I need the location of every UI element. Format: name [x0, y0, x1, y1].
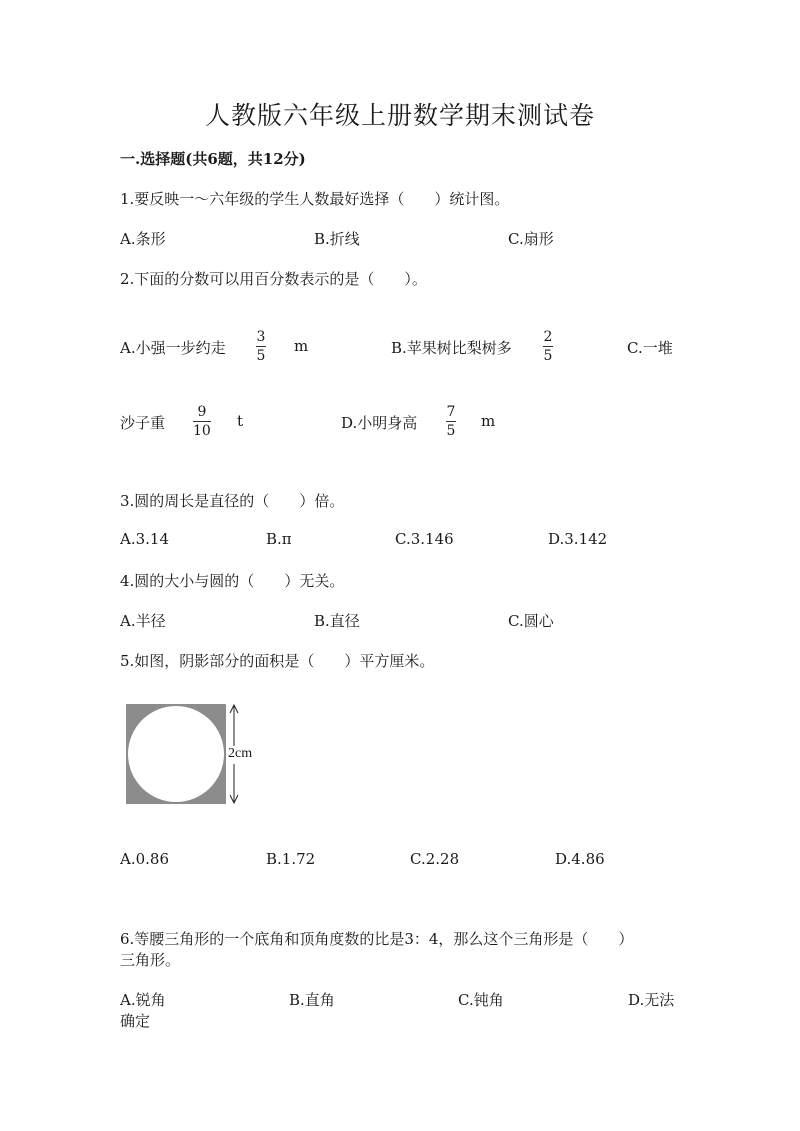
question-6-text-line1: 6.等腰三角形的一个底角和顶角度数的比是3：4，那么这个三角形是（ ） — [120, 930, 634, 948]
question-2-option-c-continued: 沙子重 — [120, 414, 166, 432]
question-2-option-c[interactable]: C.一堆 — [627, 339, 673, 357]
fraction-numerator: 3 — [256, 329, 266, 345]
question-3-option-a[interactable]: A.3.14 — [120, 530, 169, 548]
question-1-option-c[interactable]: C.扇形 — [508, 230, 554, 248]
question-3-option-b[interactable]: B.π — [266, 530, 292, 548]
fraction-2-5 — [543, 329, 553, 364]
question-4-option-a[interactable]: A.半径 — [120, 612, 166, 630]
fraction-bar — [256, 346, 266, 347]
question-2-option-d[interactable]: D.小明身高 — [341, 414, 418, 432]
fraction-numerator: 7 — [446, 404, 456, 420]
question-1-text: 1.要反映一～六年级的学生人数最好选择（ ）统计图。 — [120, 190, 510, 208]
fraction-denominator: 5 — [543, 348, 553, 364]
question-3-option-c[interactable]: C.3.146 — [395, 530, 454, 548]
question-5-text: 5.如图，阴影部分的面积是（ ）平方厘米。 — [120, 652, 435, 670]
question-5-option-b[interactable]: B.1.72 — [266, 850, 316, 868]
question-2-option-a[interactable]: A.小强一步约走 — [120, 339, 226, 357]
fraction-9-10 — [193, 404, 211, 439]
question-5-option-c[interactable]: C.2.28 — [410, 850, 460, 868]
question-4-option-b[interactable]: B.直径 — [314, 612, 360, 630]
question-6-option-c[interactable]: C.钝角 — [458, 991, 504, 1009]
question-2-option-b[interactable]: B.苹果树比梨树多 — [391, 339, 512, 357]
unit-m: m — [481, 412, 496, 430]
section-heading: 一.选择题(共6题，共12分) — [120, 150, 306, 168]
fraction-bar — [543, 346, 553, 347]
question-4-option-c[interactable]: C.圆心 — [508, 612, 554, 630]
page-title: 人教版六年级上册数学期末测试卷 — [204, 101, 595, 130]
question-6-option-d-continued: 确定 — [120, 1012, 151, 1030]
question-6-option-d[interactable]: D.无法 — [628, 991, 675, 1009]
question-6-text-line2: 三角形。 — [120, 951, 181, 969]
question-5-option-d[interactable]: D.4.86 — [555, 850, 605, 868]
fraction-3-5 — [256, 329, 266, 364]
question-2-text: 2.下面的分数可以用百分数表示的是（ ）。 — [120, 270, 427, 288]
unit-m: m — [294, 337, 309, 355]
unit-t: t — [237, 412, 244, 430]
fraction-numerator: 9 — [197, 404, 207, 420]
fraction-denominator: 5 — [446, 423, 456, 439]
question-5-option-a[interactable]: A.0.86 — [120, 850, 169, 868]
figure-dimension-label: 2cm — [228, 746, 253, 761]
fraction-denominator: 5 — [256, 348, 266, 364]
question-1-option-a[interactable]: A.条形 — [120, 230, 166, 248]
inscribed-circle — [128, 706, 224, 802]
shaded-square-circle-figure — [124, 702, 264, 808]
fraction-denominator: 10 — [193, 423, 211, 439]
question-3-text: 3.圆的周长是直径的（ ）倍。 — [120, 492, 345, 510]
fraction-bar — [193, 421, 211, 422]
question-3-option-d[interactable]: D.3.142 — [548, 530, 608, 548]
fraction-bar — [446, 421, 456, 422]
question-1-option-b[interactable]: B.折线 — [314, 230, 360, 248]
question-6-option-b[interactable]: B.直角 — [289, 991, 335, 1009]
fraction-numerator: 2 — [543, 329, 553, 345]
question-6-option-a[interactable]: A.锐角 — [120, 991, 166, 1009]
question-4-text: 4.圆的大小与圆的（ ）无关。 — [120, 572, 345, 590]
fraction-7-5 — [446, 404, 456, 439]
